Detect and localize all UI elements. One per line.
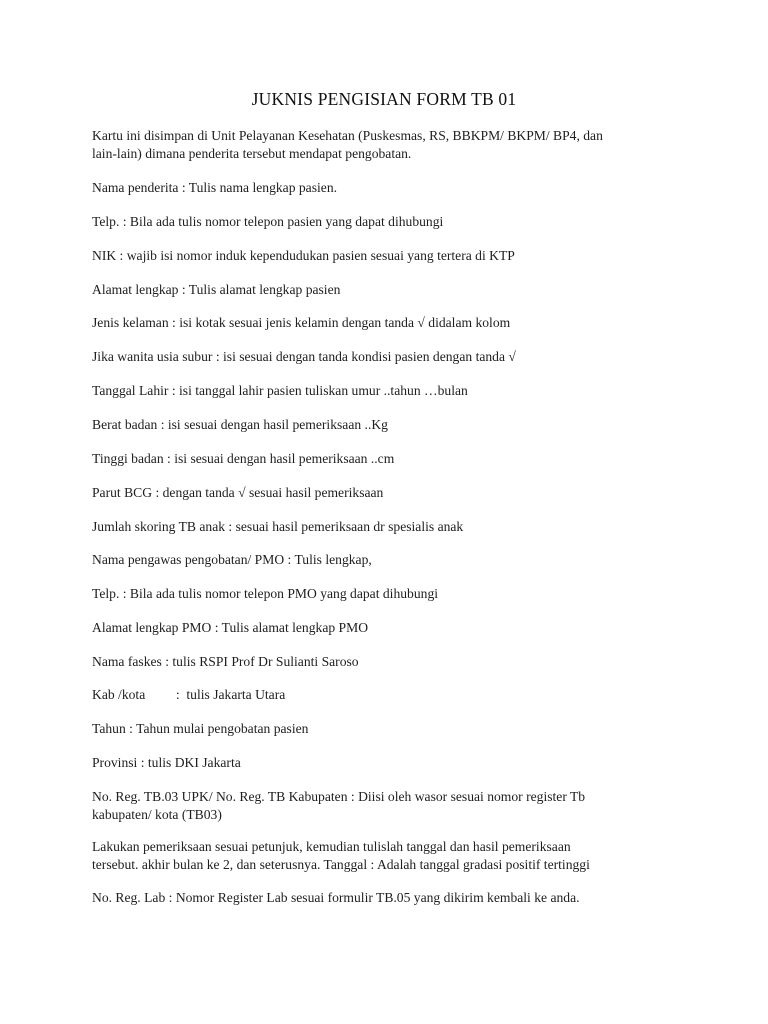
paragraph-telp-pasien: Telp. : Bila ada tulis nomor telepon pasien yang dapat dihubungi bbox=[92, 214, 444, 229]
paragraph-berat-badan: Berat badan : isi sesuai dengan hasil pemeriksaan ..Kg bbox=[92, 417, 388, 432]
paragraph-kab-kota: Kab /kota : tulis Jakarta Utara bbox=[92, 687, 286, 702]
paragraph-telp-pmo: Telp. : Bila ada tulis nomor telepon PMO yang dapat dihubungi bbox=[92, 586, 439, 601]
paragraph-tinggi-badan: Tinggi badan : isi sesuai dengan hasil pemeriksaan ..cm bbox=[92, 451, 395, 466]
paragraph-no-reg-tb: No. Reg. TB.03 UPK/ No. Reg. TB Kabupaten : Diisi oleh wasor sesuai nomor register Tb kabupaten/ kota (TB03) bbox=[92, 789, 586, 822]
paragraph-wanita-usia-subur: Jika wanita usia subur : isi sesuai dengan tanda kondisi pasien dengan tanda √ bbox=[92, 349, 516, 364]
paragraph-skoring-tb-anak: Jumlah skoring TB anak : sesuai hasil pemeriksaan dr spesialis anak bbox=[92, 519, 464, 534]
paragraph-nik: NIK : wajib isi nomor induk kependudukan pasien sesuai yang tertera di KTP bbox=[92, 248, 515, 263]
paragraph-alamat-pmo: Alamat lengkap PMO : Tulis alamat lengkap PMO bbox=[92, 620, 369, 635]
paragraph-parut-bcg: Parut BCG : dengan tanda √ sesuai hasil pemeriksaan bbox=[92, 485, 384, 500]
paragraph-intro: Kartu ini disimpan di Unit Pelayanan Kesehatan (Puskesmas, RS, BBKPM/ BKPM/ BP4, dan lain-lain) dimana penderita tersebut mendapat pengobatan. bbox=[92, 128, 603, 161]
paragraph-provinsi: Provinsi : tulis DKI Jakarta bbox=[92, 755, 241, 770]
paragraph-nama-penderita: Nama penderita : Tulis nama lengkap pasien. bbox=[92, 180, 338, 195]
paragraph-no-reg-lab: No. Reg. Lab : Nomor Register Lab sesuai formulir TB.05 yang dikirim kembali ke anda. bbox=[92, 890, 580, 905]
paragraph-alamat-lengkap: Alamat lengkap : Tulis alamat lengkap pasien bbox=[92, 282, 341, 297]
paragraph-jenis-kelamin: Jenis kelaman : isi kotak sesuai jenis kelamin dengan tanda √ didalam kolom bbox=[92, 315, 511, 330]
paragraph-nama-pmo: Nama pengawas pengobatan/ PMO : Tulis lengkap, bbox=[92, 552, 372, 567]
paragraph-tanggal-lahir: Tanggal Lahir : isi tanggal lahir pasien tuliskan umur ..tahun …bulan bbox=[92, 383, 468, 398]
paragraph-nama-faskes: Nama faskes : tulis RSPI Prof Dr Sulianti Saroso bbox=[92, 654, 359, 669]
page-title: JUKNIS PENGISIAN FORM TB 01 bbox=[251, 89, 517, 109]
paragraph-tahun: Tahun : Tahun mulai pengobatan pasien bbox=[92, 721, 309, 736]
paragraph-pemeriksaan: Lakukan pemeriksaan sesuai petunjuk, kemudian tulislah tanggal dan hasil pemeriksaan tersebut. akhir bulan ke 2, dan seterusnya. Tanggal : Adalah tanggal gradasi positif tertinggi bbox=[92, 839, 590, 872]
